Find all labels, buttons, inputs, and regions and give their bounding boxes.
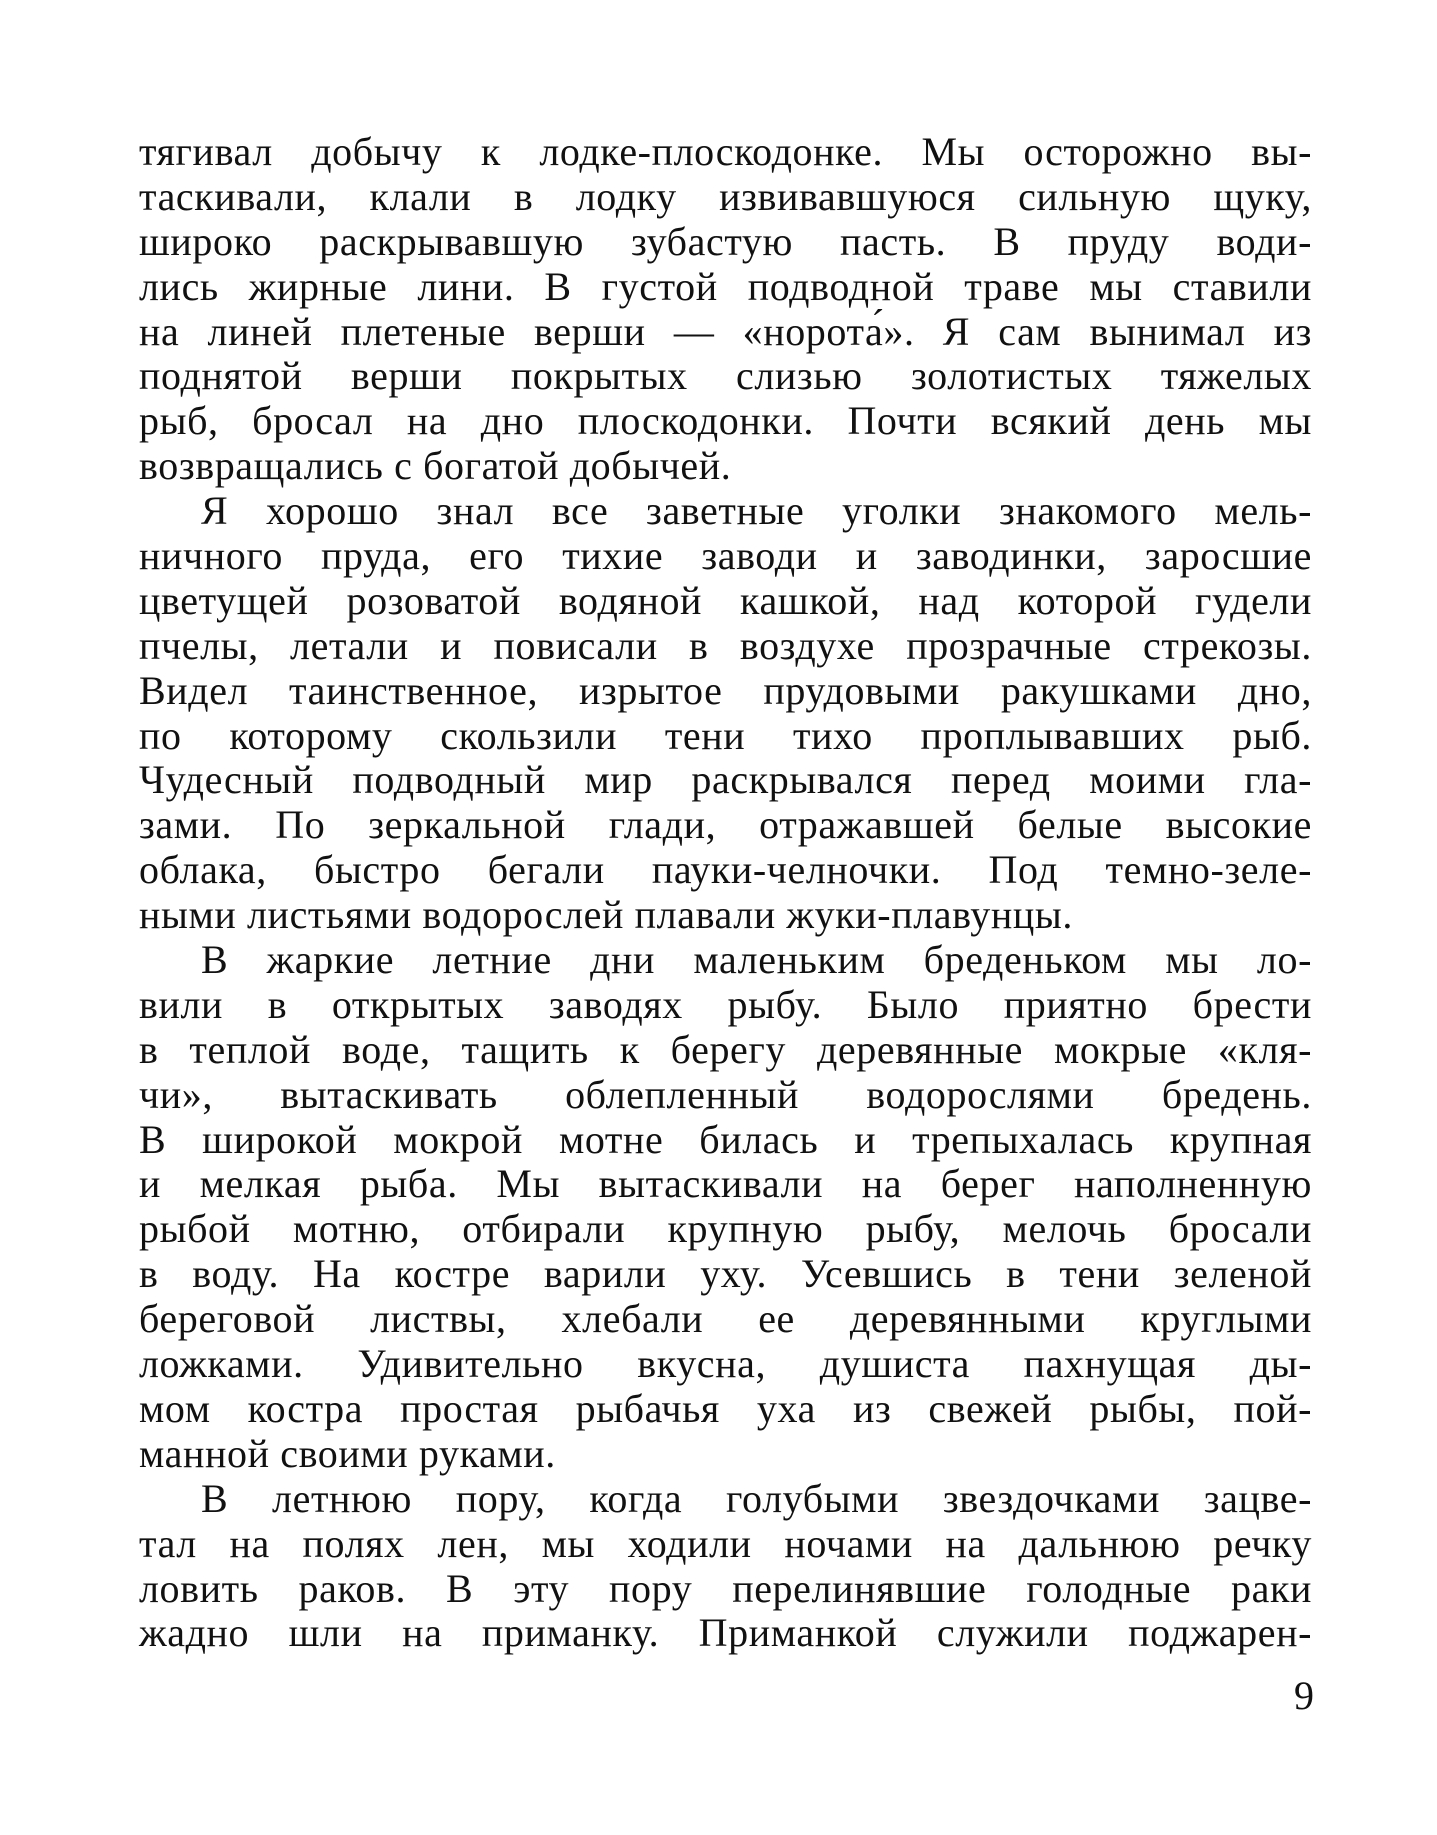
text-line: береговой листвы, хлебали ее деревянными круглыми — [139, 1296, 1312, 1342]
text-line: таскивали, клали в лодку извивавшуюся сильную щуку, — [139, 173, 1312, 219]
paragraph — [139, 1477, 1312, 1657]
text-line: Видел таинственное, изрытое прудовыми ракушками дно, — [139, 667, 1312, 713]
text-line: В летнюю пору, когда голубыми звездочками зацве- — [201, 1475, 1312, 1521]
page-body — [139, 130, 1312, 1656]
text-line: Чудесный подводный мир раскрывался перед моими гла- — [139, 757, 1312, 803]
text-line: возвращались с богатой добычей. — [139, 443, 732, 489]
text-line: зами. По зеркальной глади, отражавшей белые высокие — [139, 802, 1312, 848]
text-line: жадно шли на приманку. Приманкой служили поджарен- — [139, 1610, 1312, 1656]
text-line: по которому скользили тени тихо проплывавших рыб. — [139, 712, 1312, 758]
text-line: на линей плетеные верши — «норота́». Я сам вынимал из — [139, 308, 1312, 354]
text-line: в воду. На костре варили уху. Усевшись в тени зеленой — [139, 1251, 1312, 1297]
text-line: чи», вытаскивать облепленный водорослями бредень. — [139, 1071, 1312, 1117]
text-line: цветущей розоватой водяной кашкой, над которой гудели — [139, 577, 1312, 623]
text-line: тягивал добычу к лодке-плоскодонке. Мы осторожно вы- — [139, 129, 1312, 174]
text-line: ничного пруда, его тихие заводи и заводинки, заросшие — [139, 533, 1312, 579]
text-line: лись жирные лини. В густой подводной траве мы ставили — [139, 263, 1312, 309]
text-line: в теплой воде, тащить к берегу деревянные мокрые «кля- — [139, 1026, 1312, 1072]
text-line: мом костра простая рыбачья уха из свежей рыбы, пой- — [139, 1385, 1312, 1431]
paragraph — [139, 938, 1312, 1477]
text-line: ложками. Удивительно вкусна, душиста пахнущая ды- — [139, 1341, 1312, 1387]
text-line: рыбой мотню, отбирали крупную рыбу, мелочь бросали — [139, 1206, 1312, 1252]
text-line: вили в открытых заводях рыбу. Было приятно брести — [139, 981, 1312, 1027]
text-line: рыб, бросал на дно плоскодонки. Почти всякий день мы — [139, 398, 1312, 444]
text-line: и мелкая рыба. Мы вытаскивали на берег наполненную — [139, 1161, 1312, 1207]
text-line: пчелы, летали и повисали в воздухе прозрачные стрекозы. — [139, 622, 1312, 668]
text-line: тал на полях лен, мы ходили ночами на дальнюю речку — [139, 1520, 1312, 1566]
paragraph — [139, 489, 1312, 938]
text-line: широко раскрывавшую зубастую пасть. В пруду води- — [139, 218, 1312, 264]
text-line: ловить раков. В эту пору перелинявшие голодные раки — [139, 1565, 1312, 1611]
text-line: поднятой верши покрытых слизью золотистых тяжелых — [139, 353, 1312, 399]
paragraph — [139, 130, 1312, 489]
text-line: В жаркие летние дни маленьким бреденьком мы ло- — [201, 937, 1312, 983]
text-line: ными листьями водорослей плавали жуки-плавунцы. — [139, 892, 1073, 938]
page-number: 9 — [1294, 1673, 1314, 1718]
text-line: манной своими руками. — [139, 1430, 556, 1476]
text-line: облака, быстро бегали пауки-челночки. Под темно-зеле- — [139, 847, 1312, 893]
text-line: Я хорошо знал все заветные уголки знакомого мель- — [201, 488, 1312, 534]
text-line: В широкой мокрой мотне билась и трепыхалась крупная — [139, 1116, 1312, 1162]
